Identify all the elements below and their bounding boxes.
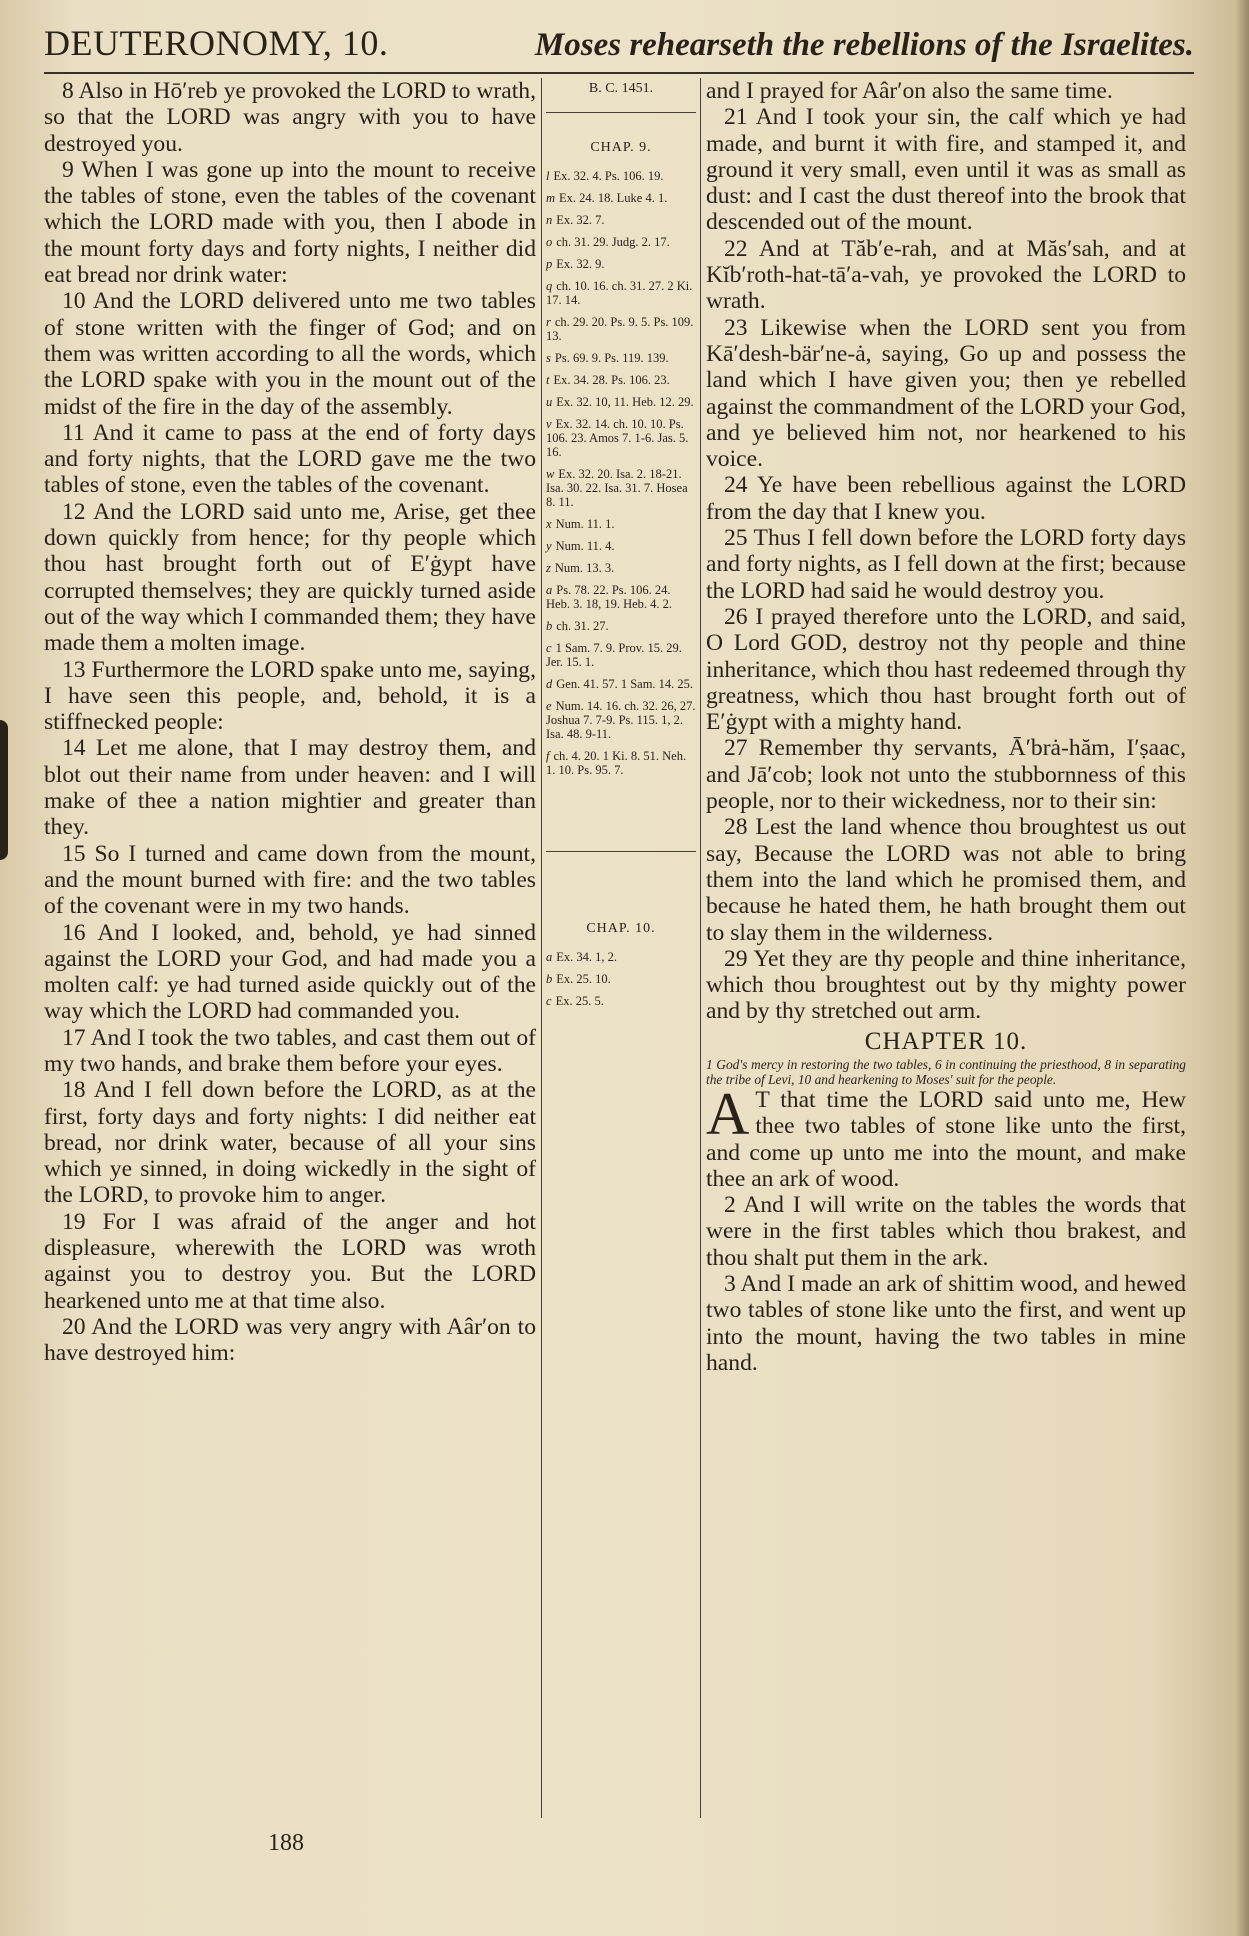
center-references (546, 78, 696, 1016)
cross-reference: p Ex. 32. 9. (546, 257, 605, 271)
date-label: B. C. 1451. (546, 78, 696, 113)
verse: 26 I prayed therefore unto the LORD, and said, O Lord GOD, destroy not thy people and thine inheritance, which thou hast redeemed through thy greatness, which thou hast brought forth out of E′ġypt with a mighty hand. (706, 603, 1186, 736)
divider (546, 851, 696, 852)
cross-reference: a Ps. 78. 22. Ps. 106. 24. Heb. 3. 18, 19. Heb. 4. 2. (546, 583, 673, 611)
cross-reference: y Num. 11. 4. (546, 539, 615, 553)
verse: 21 And I took your sin, the calf which ye had made, and burnt it with fire, and stamped it, and ground it very small, even until it was as small as dust: and I cast the dust thereof into the brook that descended out of the mount. (706, 104, 1186, 236)
chapter-summary: 1 God's mercy in restoring the two tables, 6 in continuing the priesthood, 8 in separating the tribe of Levi, 10 and hearkening to Moses' suit for the people. (706, 1056, 1186, 1087)
running-header (44, 22, 1194, 74)
verse: 22 And at Tăb′e-rah, and at Măs′sah, and at Kĭb′roth-hat-tā′a-vah, ye provoked the LORD to wrath. (706, 235, 1186, 315)
verse: 9 When I was gone up into the mount to receive the tables of stone, even the tables of the covenant which the LORD made with you, then I abode in the mount forty days and forty nights, I neither did eat bread nor drink water: (44, 156, 536, 289)
verse: A T that time the LORD said unto me, Hew thee two tables of stone like unto the first, and come up unto me into the mount, and make thee an ark of wood. (706, 1080, 1186, 1192)
verse: 29 Yet they are thy people and thine inheritance, which thou broughtest out by thy mighty power and by thy stretched out arm. (706, 945, 1186, 1025)
verse: 17 And I took the two tables, and cast them out of my two hands, and brake them before your eyes. (44, 1024, 536, 1077)
cross-reference: s Ps. 69. 9. Ps. 119. 139. (546, 351, 669, 365)
cross-reference: m Ex. 24. 18. Luke 4. 1. (546, 191, 668, 205)
cross-reference: c Ex. 25. 5. (546, 994, 604, 1008)
verse: and I prayed for Aâr′on also the same time. (706, 78, 1113, 104)
drop-cap: A (706, 1080, 750, 1147)
column-rule (541, 78, 542, 1818)
verse: 23 Likewise when the LORD sent you from Kā′desh-bär′ne-ȧ, saying, Go up and possess the land which I have given you; then ye rebelled against the commandment of the LORD your God, and ye believed him not, nor hearkened to his voice. (706, 314, 1186, 473)
chapter-9-label: CHAP. 9. (590, 140, 652, 155)
verse: 19 For I was afraid of the anger and hot displeasure, wherewith the LORD was wroth against you to destroy you. But the LORD hearkened unto me at that time also. (44, 1208, 536, 1314)
cross-reference: b ch. 31. 27. (546, 619, 609, 633)
cross-reference: n Ex. 32. 7. (546, 213, 605, 227)
chapter-heading: CHAPTER 10. (864, 1027, 1028, 1055)
left-column (44, 78, 536, 1367)
cross-reference: z Num. 13. 3. (546, 561, 615, 575)
cross-reference: r ch. 29. 20. Ps. 9. 5. Ps. 109. 13. (546, 315, 694, 343)
verse: 3 And I made an ark of shittim wood, and hewed two tables of stone like unto the first, and went up into the mount, having the two tables in mine hand. (706, 1271, 1186, 1376)
page-number: 188 (268, 1830, 304, 1856)
cross-reference: e Num. 14. 16. ch. 32. 26, 27. Joshua 7. 7-9. Ps. 115. 1, 2. Isa. 48. 9-11. (546, 699, 696, 741)
cross-reference: d Gen. 41. 57. 1 Sam. 14. 25. (546, 677, 694, 691)
verse: 20 And the LORD was very angry with Aâr′on to have destroyed him: (44, 1313, 536, 1367)
cross-reference: x Num. 11. 1. (546, 517, 615, 531)
verse: 24 Ye have been rebellious against the LORD from the day that I knew you. (706, 472, 1186, 525)
cross-reference: t Ex. 34. 28. Ps. 106. 23. (546, 373, 670, 387)
cross-reference: f ch. 4. 20. 1 Ki. 8. 51. Neh. 1. 10. Ps. 95. 7. (546, 749, 687, 777)
cross-reference: q ch. 10. 16. ch. 31. 27. 2 Ki. 17. 14. (546, 279, 693, 307)
verse: 13 Furthermore the LORD spake unto me, saying, I have seen this people, and, behold, it is a stiffnecked people: (44, 656, 536, 736)
verse: 25 Thus I fell down before the LORD forty days and forty nights, as I fell down at the first; because the LORD had said he would destroy you. (706, 525, 1186, 604)
verse: 15 So I turned and came down from the mount, and the mount burned with fire: and the two tables of the covenant were in my two hands. (44, 840, 536, 920)
verse: 11 And it came to pass at the end of forty days and forty nights, that the LORD gave me the two tables of stone, even the tables of the covenant. (44, 419, 536, 499)
verse: 27 Remember thy servants, Ā′brȧ-hăm, I′ṣaac, and Jā′cob; look not unto the stubbornness of this people, nor to their wickedness, nor to their sin: (706, 735, 1186, 815)
verse: 28 Lest the land whence thou broughtest us out say, Because the LORD was not able to bring them into the land which he promised them, and because he hated them, he hath brought them out to slay them in the wilderness. (706, 814, 1186, 946)
cross-reference: v Ex. 32. 14. ch. 10. 10. Ps. 106. 23. Amos 7. 1-6. Jas. 5. 16. (546, 417, 689, 459)
book-title: DEUTERONOMY, 10. (44, 23, 389, 63)
chapter-10-label: CHAP. 10. (586, 921, 656, 936)
page-edge-shadow (1235, 0, 1249, 1936)
cross-reference: u Ex. 32. 10, 11. Heb. 12. 29. (546, 395, 694, 409)
verse: 8 Also in Hō′reb ye provoked the LORD to wrath, so that the LORD was angry with you to have destroyed you. (44, 78, 536, 157)
verse: 10 And the LORD delivered unto me two tables of stone written with the finger of God; and on them was written according to all the words, which the LORD spake with you in the mount out of the midst of the fire in the day of the assembly. (44, 288, 536, 420)
verse: 2 And I will write on the tables the words that were in the first tables which thou brakest, and thou shalt put them in the ark. (706, 1192, 1186, 1271)
cross-reference: w Ex. 32. 20. Isa. 2. 18-21. Isa. 30. 22. Isa. 31. 7. Hosea 8. 11. (546, 467, 688, 509)
page-subtitle: Moses rehearseth the rebellions of the Israelites. (534, 27, 1194, 63)
verse: 12 And the LORD said unto me, Arise, get thee down quickly from hence; for thy people which thou hast brought forth out of E′ġypt have corrupted themselves; they are quickly turned aside out of the way which I commanded them; they have made them a molten image. (44, 498, 536, 657)
verse: 16 And I looked, and, behold, ye had sinned against the LORD your God, and had made you a molten calf: ye had turned aside quickly out of the way which the LORD had commanded you. (44, 919, 536, 1025)
binding-edge (0, 720, 8, 860)
right-column (706, 78, 1186, 1376)
column-rule (700, 78, 701, 1818)
cross-reference: b Ex. 25. 10. (546, 972, 611, 986)
verse: 18 And I fell down before the LORD, as at the first, forty days and forty nights: I did neither eat bread, nor drink water, because of all your sins which ye sinned, in doing wickedly in the sight of the LORD, to provoke him to anger. (44, 1077, 536, 1209)
cross-reference: o ch. 31. 29. Judg. 2. 17. (546, 235, 670, 249)
cross-reference: a Ex. 34. 1, 2. (546, 950, 618, 964)
cross-reference: c 1 Sam. 7. 9. Prov. 15. 29. Jer. 15. 1. (546, 641, 682, 669)
verse: 14 Let me alone, that I may destroy them, and blot out their name from under heaven: and I will make of thee a nation mightier and greater than they. (44, 735, 536, 841)
cross-reference: l Ex. 32. 4. Ps. 106. 19. (546, 169, 664, 183)
